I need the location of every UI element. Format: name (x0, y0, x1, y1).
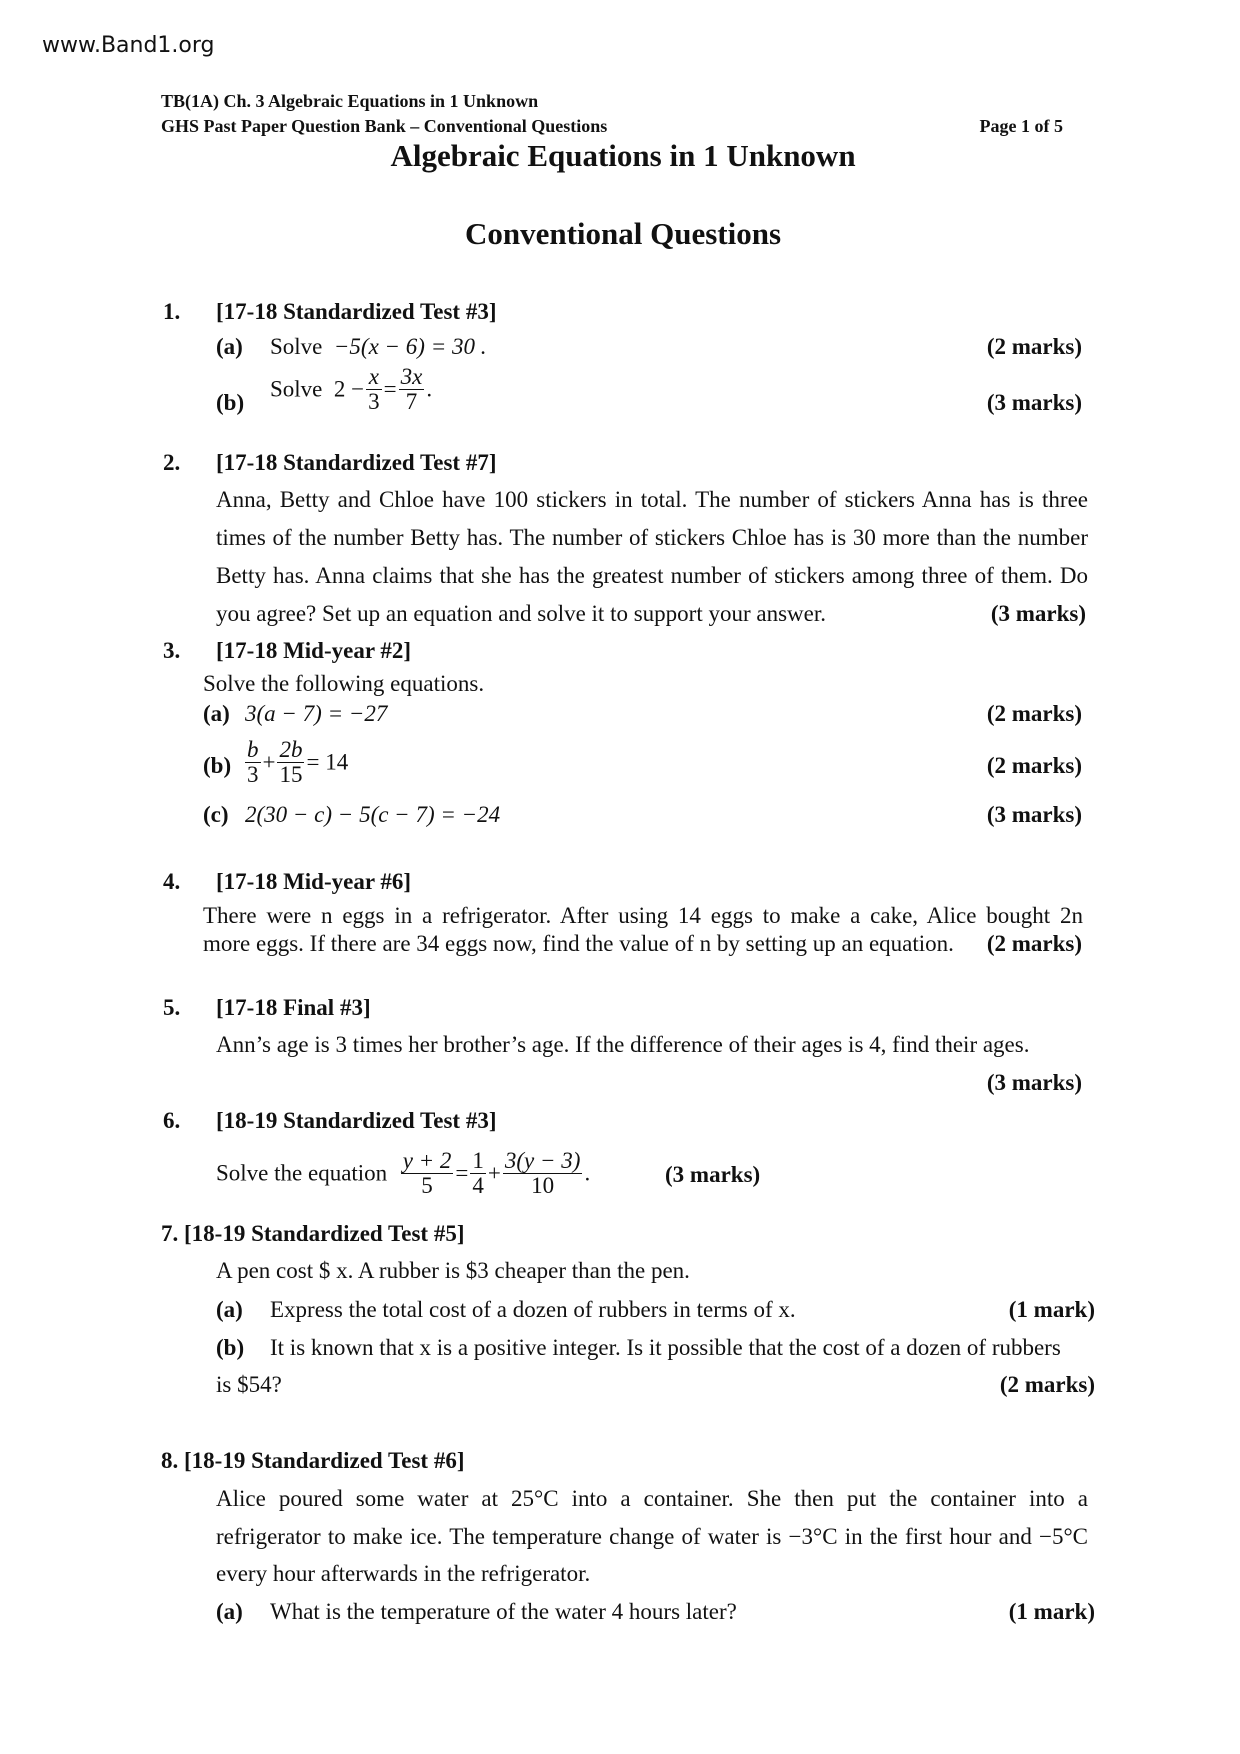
marks: (2 marks) (999, 1372, 1095, 1397)
question-number: 4. (163, 869, 181, 894)
header-chapter: TB(1A) Ch. 3 Algebraic Equations in 1 Unknown (161, 91, 539, 111)
equation: 3(a − 7) = −27 (245, 701, 388, 726)
marks: (1 mark) (1008, 1297, 1095, 1322)
marks: (2 marks) (986, 753, 1082, 778)
question-text: A pen cost $ x. A rubber is $3 cheaper than the pen. (216, 1258, 690, 1283)
page-title: Algebraic Equations in 1 Unknown (390, 138, 856, 173)
part-text: What is the temperature of the water 4 hours later? (270, 1599, 737, 1624)
question-text: Solve the following equations. (203, 671, 485, 696)
question-source: [18-19 Standardized Test #3] (216, 1108, 497, 1133)
part-text: is $54? (216, 1372, 282, 1397)
marks: (2 marks) (986, 931, 1082, 956)
equation: 2(30 − c) − 5(c − 7) = −24 (245, 802, 501, 827)
part-label: (a) (216, 1599, 243, 1624)
part-label: (b) (216, 390, 245, 415)
part-text: Solve −5(x − 6) = 30 . (270, 334, 487, 359)
equation: Solve 2 − $\frac{x}{3}$ = $\frac{3x}{7}$ . (270, 364, 433, 414)
question-text: every hour afterwards in the refrigerator. (216, 1561, 591, 1586)
marks: (2 marks) (986, 701, 1082, 726)
part-label: (a) (216, 1297, 243, 1322)
marks: (3 marks) (990, 601, 1086, 626)
question-source: [17-18 Final #3] (216, 995, 371, 1020)
question-header: 8. [18-19 Standardized Test #6] (161, 1448, 465, 1473)
site-watermark: www.Band1.org (42, 33, 215, 58)
page-number: Page 1 of 5 (979, 116, 1063, 136)
part-label: (a) (203, 701, 230, 726)
page-subtitle: Conventional Questions (464, 216, 782, 251)
marks: (2 marks) (986, 334, 1082, 359)
question-text: refrigerator to make ice. The temperature change of water is −3°C in the first hour and −5°C (216, 1524, 1088, 1549)
marks: (1 mark) (1008, 1599, 1095, 1624)
question-source: [17-18 Standardized Test #7] (216, 450, 497, 475)
question-text: There were n eggs in a refrigerator. After using 14 eggs to make a cake, Alice bought 2n (203, 903, 1083, 928)
part-label: (a) (216, 334, 243, 359)
part-text: Express the total cost of a dozen of rubbers in terms of x. (270, 1297, 796, 1322)
part-label: (b) (216, 1335, 245, 1360)
question-source: [17-18 Standardized Test #3] (216, 299, 497, 324)
question-text: Anna, Betty and Chloe have 100 stickers in total. The number of stickers Anna has is three (216, 487, 1088, 512)
question-text: more eggs. If there are 34 eggs now, find the value of n by setting up an equation. (203, 931, 954, 956)
equation: Solve the equation $\frac{y + 2}{5}$ = $\frac{1}{4}$ + $\frac{3(y - 3)}{10}$ . (216, 1148, 591, 1198)
header-bank: GHS Past Paper Question Bank – Conventional Questions (161, 116, 608, 136)
question-source: [17-18 Mid-year #6] (216, 869, 412, 894)
question-number: 3. (163, 638, 181, 663)
question-source: [17-18 Mid-year #2] (216, 638, 412, 663)
question-number: 2. (163, 450, 181, 475)
question-text: Alice poured some water at 25°C into a container. She then put the container into a (216, 1486, 1088, 1511)
question-text: Ann’s age is 3 times her brother’s age. If the difference of their ages is 4, find their ages. (216, 1032, 1030, 1057)
question-number: 1. (163, 299, 181, 324)
question-number: 5. (163, 995, 181, 1020)
part-label: (b) (203, 753, 232, 778)
marks: (3 marks) (986, 802, 1082, 827)
marks: (3 marks) (665, 1162, 761, 1187)
part-label: (c) (203, 802, 229, 827)
part-text: It is known that x is a positive integer. Is it possible that the cost of a dozen of rubbers (270, 1335, 1061, 1360)
marks: (3 marks) (986, 390, 1082, 415)
question-text: times of the number Betty has. The number of stickers Chloe has is 30 more than the number (216, 525, 1088, 550)
question-number: 6. (163, 1108, 181, 1133)
marks: (3 marks) (986, 1070, 1082, 1095)
question-text: Betty has. Anna claims that she has the greatest number of stickers among three of them. Do (216, 563, 1088, 588)
question-text: you agree? Set up an equation and solve it to support your answer. (216, 601, 826, 626)
question-header: 7. [18-19 Standardized Test #5] (161, 1221, 465, 1246)
equation: $\frac{b}{3}$ + $\frac{2b}{15}$ = 14 (247, 737, 349, 787)
